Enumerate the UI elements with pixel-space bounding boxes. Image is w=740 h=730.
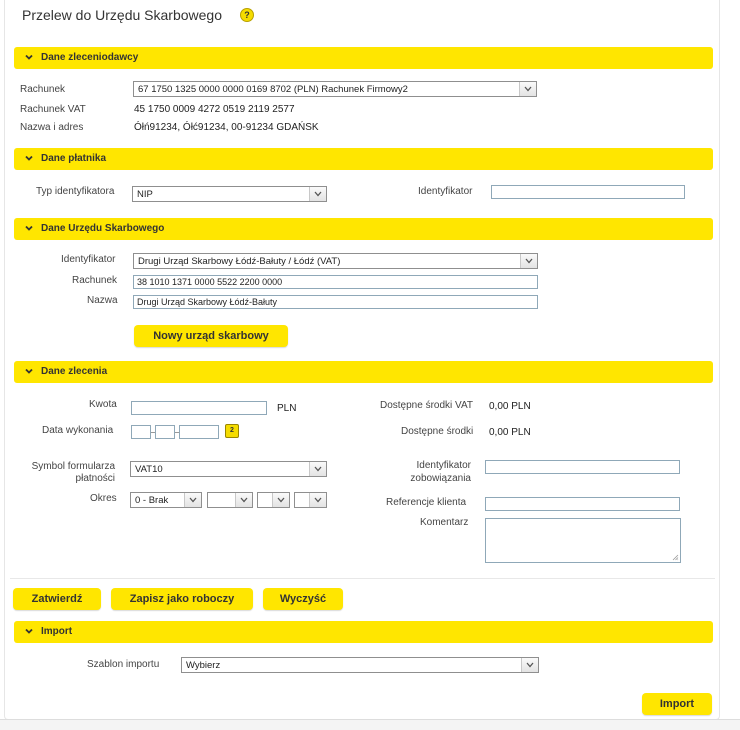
zapisz-roboczy-button[interactable]: Zapisz jako roboczy xyxy=(111,588,253,610)
symbol-formularza-value: VAT10 xyxy=(135,464,163,475)
nazwa-adres-label: Nazwa i adres xyxy=(20,122,84,133)
nazwa-adres-value: Ółń91234, Ółć91234, 00-91234 GDAŃSK xyxy=(134,122,319,133)
szablon-importu-select[interactable] xyxy=(181,657,539,673)
okres-year-select[interactable] xyxy=(294,492,327,508)
chevron-down-icon xyxy=(24,153,34,163)
komentarz-label: Komentarz xyxy=(420,517,469,528)
window-bottom-bar xyxy=(0,719,740,730)
nowy-urzad-button[interactable]: Nowy urząd skarbowy xyxy=(134,325,288,347)
chevron-down-icon xyxy=(520,254,537,268)
typ-identyfikatora-select[interactable] xyxy=(132,186,327,202)
chevron-down-icon xyxy=(24,366,34,376)
section-header-urzad[interactable] xyxy=(14,218,713,240)
chevron-down-icon xyxy=(309,462,326,476)
okres-number-select[interactable] xyxy=(207,492,253,508)
calendar-icon[interactable]: 2 xyxy=(225,424,239,438)
urzad-identyfikator-select[interactable] xyxy=(133,253,538,269)
dostepne-vat-value: 0,00 PLN xyxy=(489,401,531,412)
okres-type-select[interactable] xyxy=(130,492,202,508)
symbol-formularza-label: Symbol formularza xyxy=(31,461,115,472)
referencje-klienta-label: Referencje klienta xyxy=(386,497,467,508)
section-header-zlecenie[interactable] xyxy=(14,361,713,383)
symbol-formularza-select[interactable] xyxy=(130,461,327,477)
help-icon[interactable]: ? xyxy=(240,8,254,22)
urzad-nazwa-label: Nazwa xyxy=(87,295,118,306)
chevron-down-icon xyxy=(272,493,289,507)
chevron-down-icon xyxy=(24,223,34,233)
symbol-formularza-label-2: płatności xyxy=(75,473,115,484)
rachunek-label: Rachunek xyxy=(20,84,66,95)
okres-type-value: 0 - Brak xyxy=(135,495,169,506)
dostepne-label: Dostępne środki xyxy=(401,426,474,437)
section-title: Import xyxy=(41,626,73,637)
typ-identyfikatora-value: NIP xyxy=(137,189,153,200)
urzad-nazwa-input[interactable]: Drugi Urząd Skarbowy Łódź-Bałuty xyxy=(133,295,538,309)
chevron-down-icon xyxy=(24,626,34,636)
chevron-down-icon xyxy=(235,493,252,507)
page-title: Przelew do Urzędu Skarbowego xyxy=(22,7,222,23)
identyfikator-platnika-label: Identyfikator xyxy=(418,186,473,197)
urzad-identyfikator-label: Identyfikator xyxy=(61,254,116,265)
dostepne-value: 0,00 PLN xyxy=(489,427,531,438)
chevron-down-icon xyxy=(519,82,536,96)
section-header-platnik[interactable] xyxy=(14,148,713,170)
referencje-klienta-input[interactable] xyxy=(485,497,680,511)
komentarz-textarea[interactable] xyxy=(485,518,681,563)
section-title: Dane zleceniodawcy xyxy=(41,52,139,63)
transfer-form-panel xyxy=(4,0,720,720)
data-day-input[interactable] xyxy=(131,425,151,439)
chevron-down-icon xyxy=(309,493,326,507)
kwota-currency: PLN xyxy=(277,403,297,414)
kwota-label: Kwota xyxy=(89,399,117,410)
identyfikator-zobowiazania-input[interactable] xyxy=(485,460,680,474)
urzad-rachunek-input[interactable]: 38 1010 1371 0000 5522 2200 0000 xyxy=(133,275,538,289)
chevron-down-icon xyxy=(184,493,201,507)
zatwierdz-button[interactable]: Zatwierdź xyxy=(13,588,101,610)
dostepne-vat-label: Dostępne środki VAT xyxy=(380,400,474,411)
data-year-input[interactable] xyxy=(179,425,219,439)
section-header-import[interactable] xyxy=(14,621,713,643)
resize-handle-icon[interactable] xyxy=(672,554,679,561)
typ-identyfikatora-label: Typ identyfikatora xyxy=(36,186,115,197)
chevron-down-icon xyxy=(521,658,538,672)
section-title: Dane zlecenia xyxy=(41,366,108,377)
rachunek-vat-label: Rachunek VAT xyxy=(20,104,86,115)
wyczysc-button[interactable]: Wyczyść xyxy=(263,588,343,610)
identyfikator-zobowiazania-label: Identyfikator xyxy=(416,460,471,471)
chevron-down-icon xyxy=(24,52,34,62)
urzad-identyfikator-value: Drugi Urząd Skarbowy Łódź-Bałuty / Łódź (VAT) xyxy=(138,256,341,267)
section-header-zleceniodawca[interactable] xyxy=(14,47,713,69)
import-button[interactable]: Import xyxy=(642,693,712,715)
urzad-rachunek-label: Rachunek xyxy=(72,275,118,286)
okres-month-select[interactable] xyxy=(257,492,290,508)
divider xyxy=(10,578,715,579)
szablon-importu-label: Szablon importu xyxy=(87,659,160,670)
section-title: Dane Urzędu Skarbowego xyxy=(41,223,165,234)
kwota-input[interactable] xyxy=(131,401,267,415)
rachunek-vat-value: 45 1750 0009 4272 0519 2119 2577 xyxy=(134,104,295,115)
data-month-input[interactable] xyxy=(155,425,175,439)
identyfikator-platnika-input[interactable] xyxy=(491,185,685,199)
data-wykonania-label: Data wykonania xyxy=(42,425,114,436)
chevron-down-icon xyxy=(309,187,326,201)
identyfikator-zobowiazania-label-2: zobowiązania xyxy=(410,473,471,484)
rachunek-select[interactable] xyxy=(133,81,537,97)
section-title: Dane płatnika xyxy=(41,153,107,164)
szablon-importu-value: Wybierz xyxy=(186,660,221,671)
okres-label: Okres xyxy=(90,493,117,504)
rachunek-select-value: 67 1750 1325 0000 0000 0169 8702 (PLN) Rachunek Firmowy2 xyxy=(138,84,408,95)
